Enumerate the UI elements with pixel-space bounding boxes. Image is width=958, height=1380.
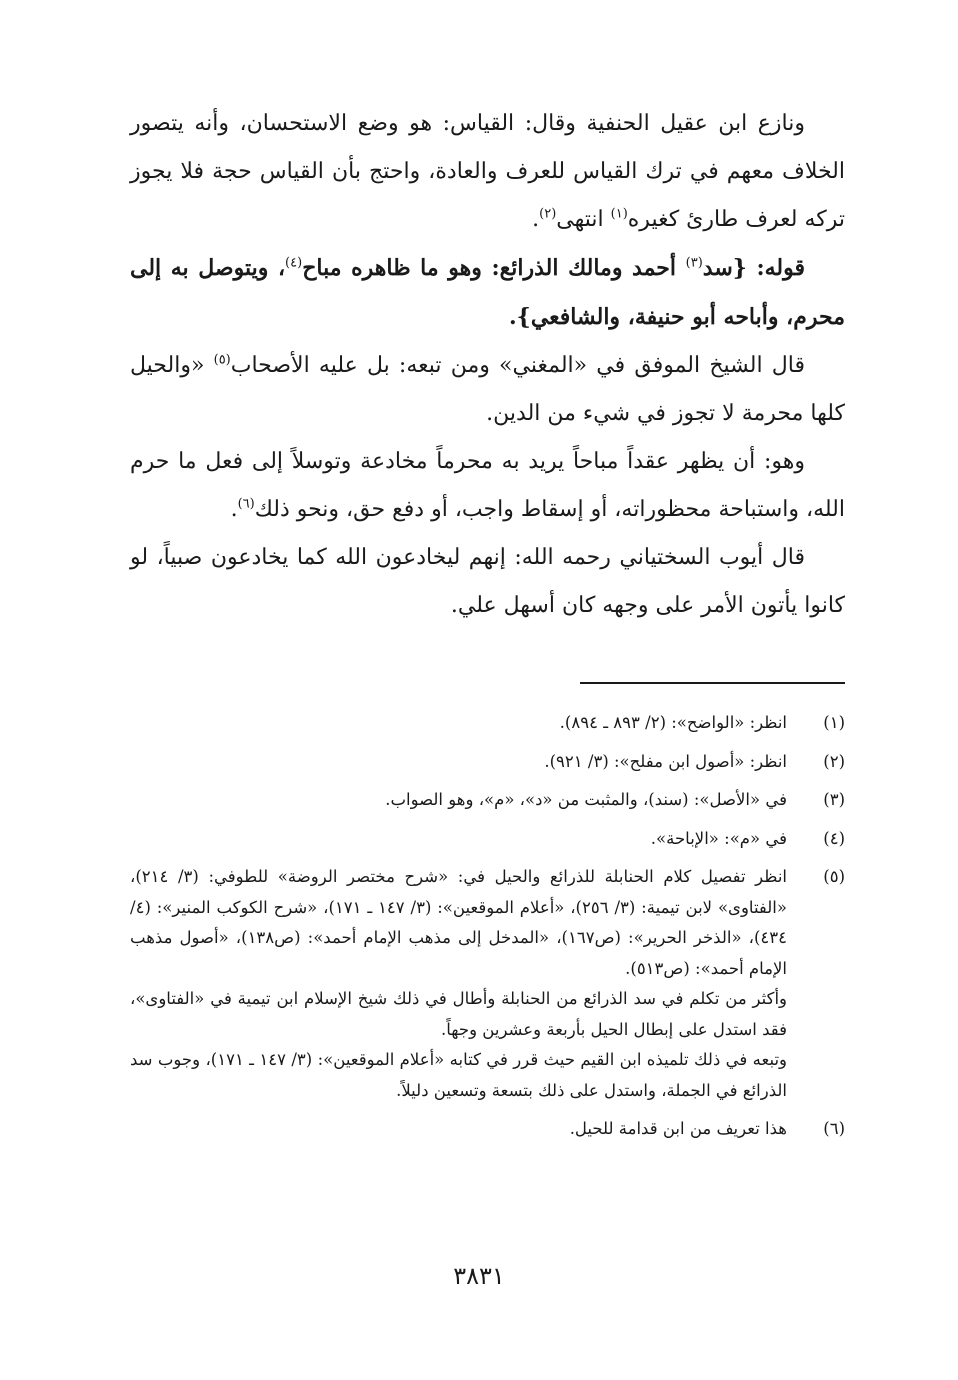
page-number: ٣٨٣١ — [453, 1262, 505, 1290]
footnote-number: (٣) — [823, 790, 845, 809]
paragraph-4 — [130, 438, 845, 534]
footnote-1 — [130, 708, 845, 739]
footnote-text — [130, 824, 787, 855]
footnote-line: وأكثر من تكلم في سد الذرائع من الحنابلة وأطال في ذلك شيخ الإسلام ابن تيمية في «الفتاوى»، فقد استدل على إبطال الحيل بأربعة وعشرين وجهاً. — [130, 989, 787, 1039]
footnote-divider — [580, 682, 845, 684]
footnote-2 — [130, 747, 845, 778]
paragraph-2-mid: أحمد ومالك الذرائع: وهو ما ظاهره مباح — [302, 255, 686, 281]
paragraph-2 — [130, 244, 845, 342]
footnote-6 — [130, 1114, 845, 1145]
footnote-text — [130, 785, 787, 816]
footnote-line: هذا تعريف من ابن قدامة للحيل. — [569, 1119, 787, 1138]
footnote-ref-6[interactable]: (٦) — [237, 496, 255, 512]
paragraph-1-mid: انتهى — [556, 207, 611, 232]
paragraph-4-start: وهو: أن يظهر عقداً مباحاً يريد به محرماً مخادعة وتوسلاً إلى فعل ما حرم الله، واستباحة محظوراته، أو إسقاط واجب، أو دفع حق، ونحو ذلك — [130, 449, 845, 522]
footnote-line: وتبعه في ذلك تلميذه ابن القيم حيث قرر في كتابه «أعلام الموقعين»: (٣/ ١٤٧ ـ ١٧١)، وجوب سد الذرائع في الجملة، واستدل على ذلك بتسعة وتسعين دليلاً. — [130, 1050, 788, 1100]
paragraph-1-text: ونازع ابن عقيل الحنفية وقال: القياس: هو وضع الاستحسان، وأنه يتصور الخلاف معهم في ترك القياس للعرف والعادة، واحتج بأن القياس حجة فلا يجوز تركه لعرف طارئ كغيره — [130, 111, 845, 232]
paragraph-2-end: ، ويتوصل به إلى محرم، وأباحه أبو حنيفة، والشافعي}. — [130, 255, 845, 330]
footnote-line: في «م»: «الإباحة». — [650, 828, 787, 848]
footnote-5 — [130, 862, 845, 1106]
footnote-ref-4[interactable]: (٤) — [285, 255, 303, 271]
footnote-line: انظر: «الواضح»: (٢/ ٨٩٣ ـ ٨٩٤). — [559, 713, 787, 732]
footnote-4 — [130, 824, 845, 855]
footnote-line: انظر: «أصول ابن مفلح»: (٣/ ٩٢١). — [544, 751, 787, 771]
paragraph-3-start: قال الشيخ الموفق في «المغني» ومن تبعه: بل عليه الأصحاب — [230, 353, 805, 378]
footnote-line: انظر تفصيل كلام الحنابلة للذرائع والحيل في: «شرح مختصر الروضة» للطوفي: (٣/ ٢١٤)، «الفتاوى» لابن تيمية: (٣/ ٢٥٦)، «أعلام الموقعين»: (٣/ ١٤٧ ـ ١٧١)، «شرح الكوكب المنير»: (٤/ ٤٣٤)، «الذخر الحرير»: (ص١٦٧)، «المدخل إلى مذهب الإمام أحمد»: (ص١٣٨)، «أصول مذهب الإمام أحمد»: (ص٥١٣). — [130, 867, 787, 978]
paragraph-1-end: . — [532, 207, 540, 232]
footnote-ref-3[interactable]: (٣) — [685, 255, 703, 271]
paragraph-1 — [130, 100, 845, 244]
paragraph-3 — [130, 342, 845, 438]
footnotes-section — [130, 708, 845, 1153]
footnote-number: (٤) — [823, 828, 845, 848]
footnote-ref-1[interactable]: (١) — [610, 206, 628, 222]
footnote-text — [130, 1114, 787, 1145]
footnote-number: (١) — [823, 713, 845, 732]
footnote-line: في «الأصل»: (سند)، والمثبت من «د»، «م»، وهو الصواب. — [385, 790, 787, 809]
footnote-text — [130, 708, 787, 739]
footnote-ref-2[interactable]: (٢) — [539, 206, 557, 222]
footnote-ref-5[interactable]: (٥) — [213, 352, 231, 368]
footnote-text — [130, 747, 787, 778]
footnote-number: (٢) — [823, 751, 845, 771]
paragraph-3-end: «والحيل كلها محرمة لا تجوز في شيء من الدين. — [130, 353, 845, 426]
footnote-number: (٦) — [823, 1119, 845, 1138]
paragraph-5: قال أيوب السختياني رحمه الله: إنهم ليخادعون الله كما يخادعون صبياً، لو كانوا يأتون الأمر على وجهه كان أسهل علي. — [130, 545, 845, 618]
footnote-text — [130, 862, 787, 1106]
footnote-number: (٥) — [823, 867, 845, 886]
paragraph-2-prefix: قوله: {سد — [702, 255, 805, 281]
paragraph-4-end: . — [230, 497, 238, 522]
main-text-block — [130, 100, 845, 630]
footnote-3 — [130, 785, 845, 816]
